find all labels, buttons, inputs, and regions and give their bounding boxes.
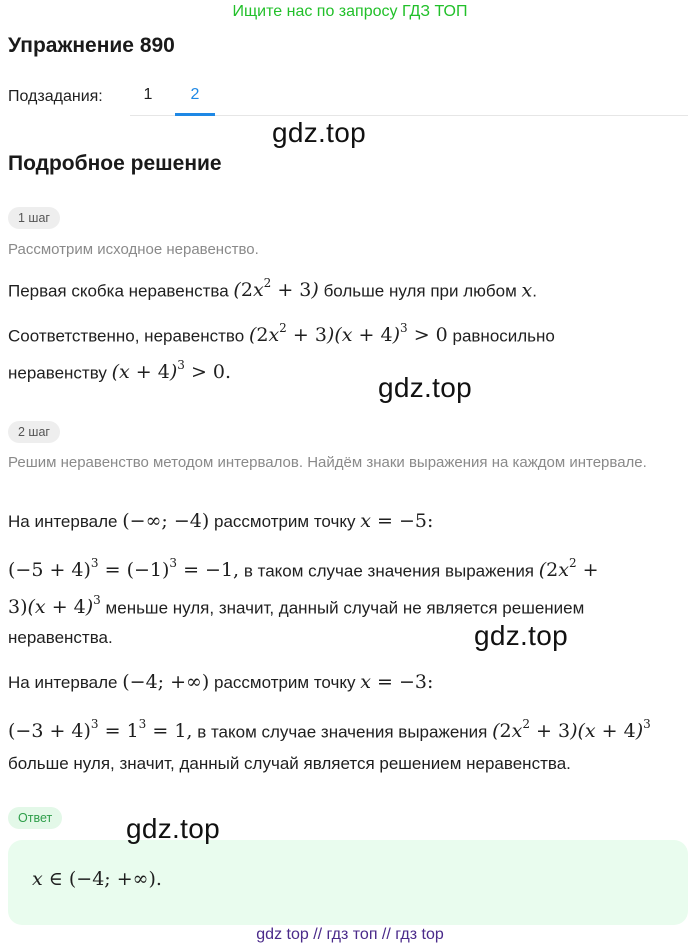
- page-title: Упражнение 890: [8, 34, 175, 57]
- step-paragraph: На интервале (−∞; −4) рассмотрим точку x = −5:: [8, 510, 434, 532]
- step-paragraph: больше нуля, значит, данный случай является решением неравенства.: [8, 754, 571, 773]
- promo-banner: Ищите нас по запросу ГДЗ ТОП: [232, 3, 468, 20]
- footer-links[interactable]: gdz top // гдз топ // гдз top: [256, 926, 444, 943]
- answer-value: x ∈ (−4; +∞).: [32, 868, 162, 890]
- watermark: gdz.top: [126, 813, 220, 844]
- step-paragraph: Соответственно, неравенство $(2x^2 + 3)(x + 4)^3 > 0$ равносильно: [8, 321, 555, 347]
- step-paragraph: $(-3 + 4)^3 = 1^3 = 1$, в таком случае значения выражения $(2x^2 + 3)(x + 4)^3$: [8, 717, 651, 743]
- step-paragraph: неравенству $(x + 4)^3 > 0$.: [8, 358, 232, 384]
- step-paragraph: неравенства.: [8, 628, 113, 647]
- subtask-tab-1[interactable]: 1: [143, 86, 153, 103]
- watermark: gdz.top: [378, 372, 472, 403]
- step-hint: Рассмотрим исходное неравенство.: [8, 241, 259, 258]
- answer-badge: Ответ: [8, 807, 62, 829]
- subtasks-label: Подзадания:: [8, 88, 103, 105]
- active-tab-indicator: [175, 113, 215, 116]
- step-badge: 2 шаг: [8, 421, 60, 443]
- step-paragraph: $(-5 + 4)^3 = (-1)^3 = -1$, в таком случае значения выражения ($2x^2$ +: [8, 556, 599, 582]
- subtask-tab-2[interactable]: 2: [190, 86, 200, 103]
- step-paragraph: Первая скобка неравенства $(2x^2 + 3)$ больше нуля при любом x.: [8, 276, 537, 302]
- watermark: gdz.top: [474, 620, 568, 651]
- step-paragraph: На интервале (−4; +∞) рассмотрим точку x = −3:: [8, 671, 434, 693]
- step-hint: Решим неравенство методом интервалов. Найдём знаки выражения на каждом интервале.: [8, 454, 647, 471]
- solution-title: Подробное решение: [8, 152, 222, 175]
- step-badge: 1 шаг: [8, 207, 60, 229]
- watermark: gdz.top: [272, 117, 366, 148]
- step-paragraph: $3)(x + 4)^3$ меньше нуля, значит, данный случай не является решением: [8, 593, 585, 619]
